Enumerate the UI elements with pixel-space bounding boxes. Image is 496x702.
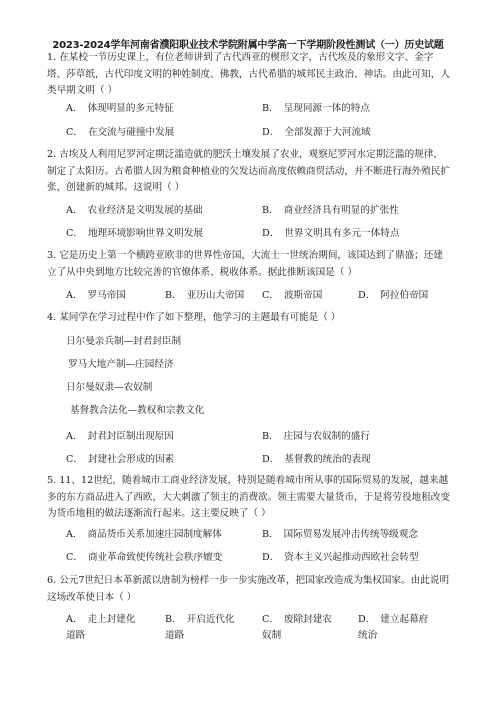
q5-option-c: [66, 550, 222, 566]
question-6-stem: 6. 公元7世纪日本革新派以唐制为榜样一步一步实施改革，把国家改造成为集权国家。由此说明这场改革使日本（ ）: [47, 575, 450, 603]
question-3-stem: 3. 它是历史上第一个横跨亚欧非的世界性帝国，大流士一世统治期间，该国达到了鼎盛；还建立了从中央到地方比较完善的官僚体系、税收体系。据此推断该国是（ ）: [47, 250, 443, 278]
option-key: A．: [66, 529, 83, 540]
option-text: 在交流与碰撞中发展: [87, 127, 175, 138]
option-text: 封建社会形成的因素: [87, 454, 175, 465]
q1-option-d: [262, 125, 371, 141]
q1-option-a: [66, 101, 174, 117]
option-text: 基督教的统治的表现: [284, 454, 371, 465]
q4-note-line-1: 日尔曼亲兵制—封君封臣制: [66, 336, 182, 347]
option-text: 波斯帝国: [283, 290, 323, 301]
option-key: C．: [66, 127, 83, 138]
option-key: D．: [358, 614, 376, 625]
option-key: B．: [165, 614, 182, 625]
q1-option-b: [262, 101, 370, 117]
option-text: 世界文明具有多元一体特点: [284, 228, 400, 239]
option-key: B．: [262, 529, 279, 540]
option-text: 国际贸易发展冲击传统等级观念: [283, 529, 418, 540]
q6-option-a: [66, 612, 142, 644]
option-text: 商业经济具有明显的扩张性: [283, 205, 399, 216]
q4-option-d: [262, 452, 371, 468]
option-text: 全部发源于大河流域: [284, 127, 371, 138]
question-5-stem: 5. 11、12世纪，随着城市工商业经济发展，特别是随着城市所从事的国际贸易的发展，越来越多的东方商品进入了西欧，大大刺激了领主的消费欲。领主需要大量货币，于是将劳役地租改变为货币地租的做法逐渐流行起来。这主要反映了（ ）: [47, 475, 450, 519]
q5-option-a: [66, 527, 222, 543]
option-text: 罗马帝国: [87, 290, 126, 301]
option-text: 地理环境影响世界文明发展: [87, 228, 204, 239]
q2-option-c: [66, 226, 203, 242]
q5-option-b: [262, 527, 418, 543]
option-text: 开启近代化道路: [165, 614, 235, 641]
q2-option-d: [262, 226, 399, 242]
option-key: C．: [66, 552, 83, 563]
q4-option-c: [66, 452, 174, 468]
option-key: B．: [262, 431, 279, 442]
q2-option-b: [262, 203, 399, 219]
option-key: A．: [66, 290, 83, 301]
option-text: 封君封臣制出现原因: [87, 431, 174, 442]
option-key: C．: [66, 454, 83, 465]
q4-option-b: [262, 429, 370, 445]
q3-option-b: [165, 288, 244, 304]
q3-option-d: [358, 288, 428, 304]
q3-option-c: [262, 288, 322, 304]
option-key: B．: [262, 103, 279, 114]
option-text: 商品货币关系加速庄园制度解体: [87, 529, 222, 540]
question-2-stem: 2. 古埃及人利用尼罗河定期泛滥造就的肥沃土壤发展了农业，观察尼罗河水定期泛滥的规律，制定了太阳历。古希腊人因为粮食种植业的欠发达而高度依赖商贸活动，并不断进行海外殖民扩张，创建新的城邦。这说明（ ）: [47, 149, 450, 193]
option-key: C．: [262, 614, 279, 625]
option-key: C．: [262, 290, 279, 301]
option-key: A．: [66, 103, 83, 114]
option-text: 体现明显的多元特征: [87, 103, 174, 114]
option-key: D．: [262, 127, 280, 138]
option-key: A．: [66, 431, 83, 442]
q5-option-d: [262, 550, 419, 566]
option-key: D．: [358, 290, 376, 301]
option-text: 呈现同源一体的特点: [283, 103, 370, 114]
q2-option-a: [66, 203, 203, 219]
q3-option-a: [66, 288, 126, 304]
question-4-stem: 4. 某同学在学习过程中作了如下整理，他学习的主题最有可能是（ ）: [47, 312, 341, 323]
option-text: 商业革命致使传统社会秩序嬗变: [87, 552, 223, 563]
option-text: 亚历山大帝国: [186, 290, 245, 301]
q6-option-c: [262, 612, 338, 644]
option-text: 建立起幕府统治: [358, 614, 429, 641]
option-key: B．: [262, 205, 279, 216]
option-key: D．: [262, 454, 280, 465]
option-key: C．: [66, 228, 83, 239]
option-text: 走上封建化道路: [66, 614, 136, 641]
option-text: 阿拉伯帝国: [380, 290, 429, 301]
question-1-stem: 1. 在某校一节历史课上，有位老师讲到了古代西亚的楔形文字，古代埃及的象形文字、金字塔、莎草纸，古代印度文明的种姓制度、佛教，古代希腊的城邦民主政治、神话。由此可知，人类早期文明（ ）: [47, 52, 450, 96]
option-text: 资本主义兴起推动西欧社会转型: [284, 552, 419, 563]
option-key: A．: [66, 614, 83, 625]
q4-note-line-4: 基督教合法化—教权和宗教文化: [70, 405, 205, 416]
q4-option-a: [66, 429, 174, 445]
q6-option-d: [358, 612, 434, 644]
exam-title: 2023-2024学年河南省濮阳职业技术学院附属中学高一下学期阶段性测试（一）历史试题: [52, 40, 444, 51]
option-key: A．: [66, 205, 83, 216]
q6-option-b: [165, 612, 241, 644]
q4-note-line-3: 日尔曼奴隶—农奴制: [66, 382, 153, 393]
option-text: 庄园与农奴制的盛行: [283, 431, 370, 442]
option-key: B．: [165, 290, 182, 301]
option-key: D．: [262, 552, 280, 563]
option-text: 废除封建农奴制: [262, 614, 332, 641]
q1-option-c: [66, 125, 174, 141]
option-text: 农业经济是文明发展的基础: [87, 205, 203, 216]
option-key: D．: [262, 228, 280, 239]
q4-note-line-2: 罗马大地产制—庄园经济: [68, 359, 174, 370]
